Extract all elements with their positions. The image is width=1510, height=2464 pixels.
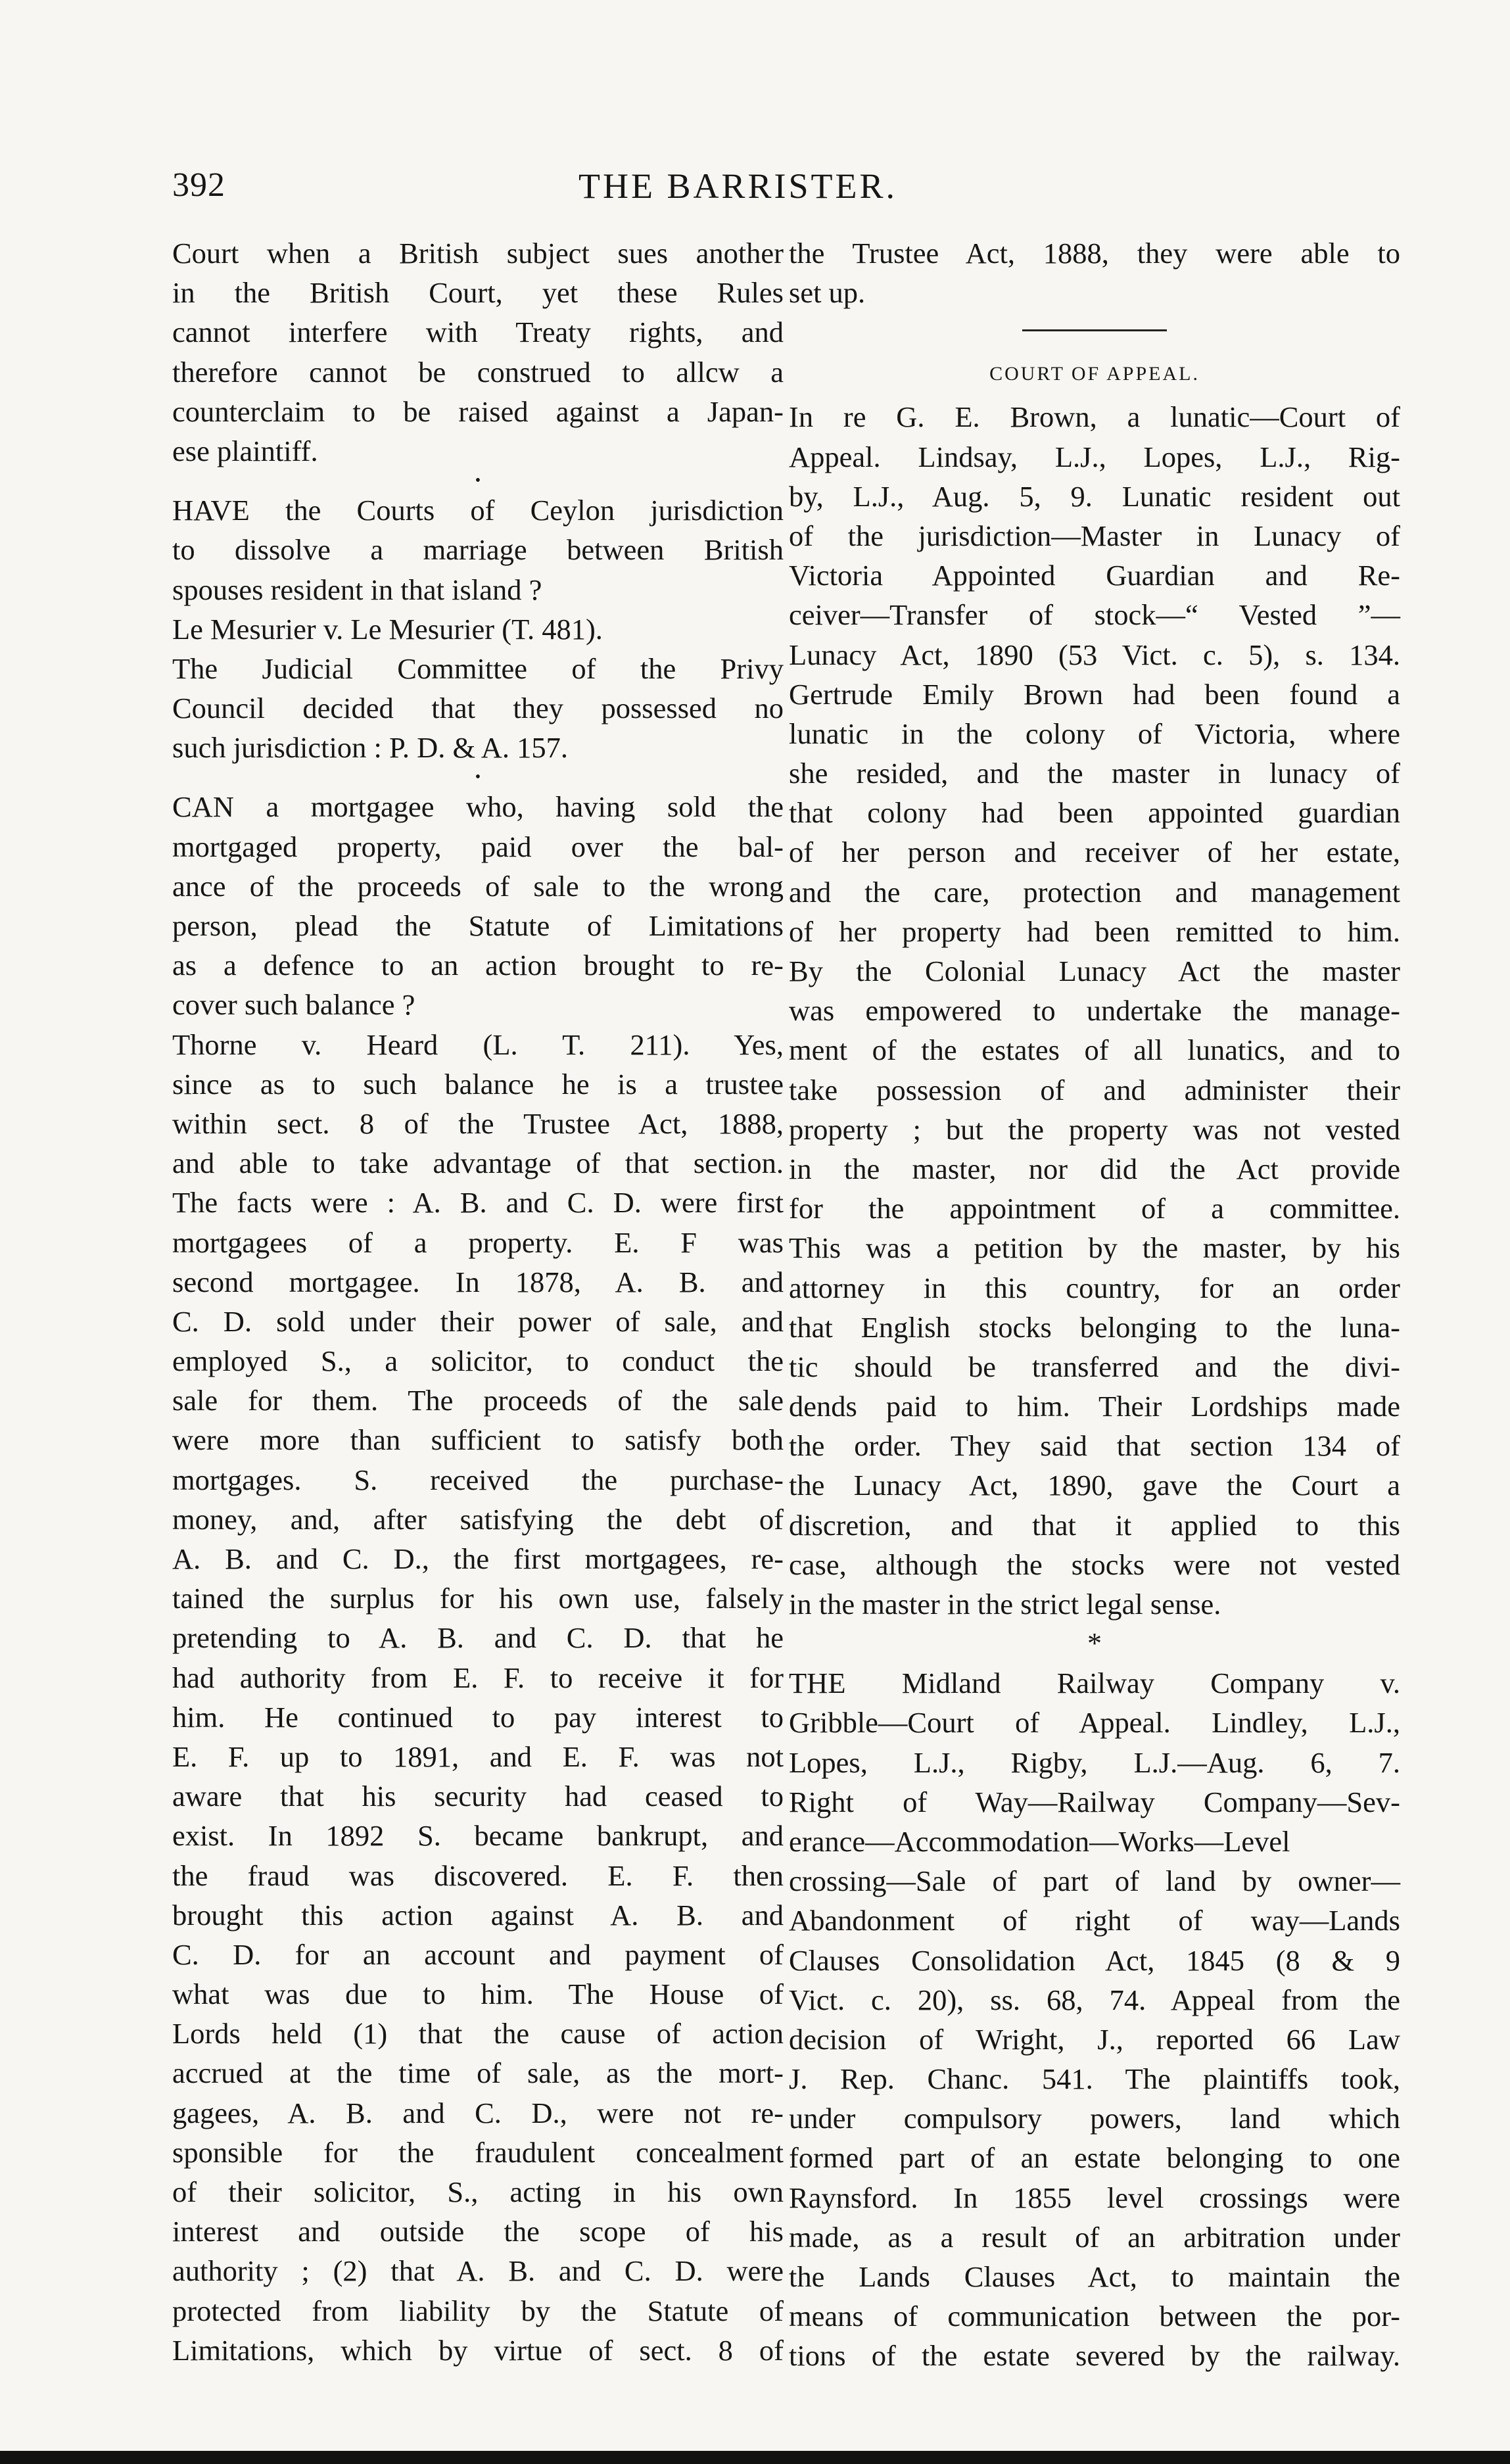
text-line: money, and, after satisfying the debt of [172,1502,784,1536]
section-separator-dot: • [475,472,481,490]
text-line: decision of Wright, J., reported 66 Law [789,2022,1400,2056]
text-line: The facts were : A. B. and C. D. were first [172,1186,784,1220]
text-line: CAN a mortgagee who, having sold the [172,790,784,824]
text-line: in the British Court, yet these Rules [172,276,784,310]
text-line: Victoria Appointed Guardian and Re- [789,559,1400,592]
text-line: tic should be transferred and the divi- [789,1350,1400,1383]
text-line: of her person and receiver of her estate, [789,836,1400,869]
text-line: sale for them. The proceeds of the sale [172,1384,784,1417]
text-line: formed part of an estate belonging to one [789,2141,1400,2175]
text-line: The Judicial Committee of the Privy [172,652,784,685]
text-line: A. B. and C. D., the first mortgagees, re- [172,1542,784,1575]
text-line: made, as a result of an arbitration under [789,2220,1400,2254]
text-line: exist. In 1892 S. became bankrupt, and [172,1819,784,1853]
text-line: was empowered to undertake the manage- [789,994,1400,1028]
text-line: Gribble—Court of Appeal. Lindley, L.J., [789,1706,1400,1740]
text-line: Lords held (1) that the cause of action [172,2017,784,2050]
text-line: tained the surplus for his own use, falsely [172,1582,784,1615]
text-line: attorney in this country, for an order [789,1271,1400,1304]
text-line: ese plaintiff. [172,434,318,467]
text-line: that English stocks belonging to the luna- [789,1310,1400,1344]
text-line: what was due to him. The House of [172,1978,784,2011]
text-line: take possession of and administer their [789,1073,1400,1106]
text-line: Thorne v. Heard (L. T. 211). Yes, [172,1028,784,1061]
text-line: case, although the stocks were not vested [789,1548,1400,1581]
page-bottom-edge [0,2451,1510,2464]
text-line: cannot interfere with Treaty rights, and [172,316,784,349]
text-line: the order. They said that section 134 of [789,1429,1400,1463]
text-line: brought this action against A. B. and [172,1898,784,1931]
text-line: set up. [789,276,866,310]
text-line: mortgages. S. received the purchase- [172,1463,784,1496]
text-line: Clauses Consolidation Act, 1845 (8 & 9 [789,1943,1400,1977]
text-line: under compulsory powers, land which [789,2102,1400,2135]
text-line: were more than sufficient to satisfy both [172,1423,784,1457]
text-line: Gertrude Emily Brown had been found a [789,677,1400,711]
text-line: second mortgagee. In 1878, A. B. and [172,1265,784,1298]
text-line: such jurisdiction : P. D. & A. 157. [172,731,569,765]
text-line: Appeal. Lindsay, L.J., Lopes, L.J., Rig- [789,440,1400,473]
text-line: By the Colonial Lunacy Act the master [789,955,1400,987]
text-line: that colony had been appointed guardian [789,796,1400,830]
text-line: J. Rep. Chanc. 541. The plaintiffs took, [789,2062,1400,2096]
text-line: protected from liability by the Statute of [172,2294,784,2327]
text-line: of her property had been remitted to him. [789,914,1400,948]
text-line: ceiver—Transfer of stock—“ Vested ”— [789,598,1400,632]
text-line: Lunacy Act, 1890 (53 Vict. c. 5), s. 134. [789,638,1400,671]
text-line: as a defence to an action brought to re- [172,949,784,982]
text-line: spouses resident in that island ? [172,573,542,606]
text-line: of the jurisdiction—Master in Lunacy of [789,519,1400,552]
text-line: employed S., a solicitor, to conduct the [172,1344,784,1378]
text-line: mortgagees of a property. E. F was [172,1225,784,1259]
section-separator-dot: • [475,769,481,786]
text-line: within sect. 8 of the Trustee Act, 1888, [172,1106,784,1140]
text-line: Limitations, which by virtue of sect. 8 of [172,2333,784,2367]
text-line: him. He continued to pay interest to [172,1700,784,1734]
text-line: Council decided that they possessed no [172,692,784,725]
text-line: Vict. c. 20), ss. 68, 74. Appeal from the [789,1983,1400,2016]
section-rule [1022,329,1167,331]
text-line: person, plead the Statute of Limitations [172,909,784,942]
text-line: interest and outside the scope of his [172,2215,784,2248]
text-line: in the master in the strict legal sense. [789,1588,1221,1621]
text-line: and able to take advantage of that section. [172,1147,784,1180]
text-line: C. D. sold under their power of sale, and [172,1304,784,1338]
text-line: dends paid to him. Their Lordships made [789,1390,1400,1423]
running-head: THE BARRISTER. [578,166,898,206]
text-line: means of communication between the por- [789,2300,1400,2333]
text-line: crossing—Sale of part of land by owner— [789,1864,1400,1898]
text-line: she resided, and the master in lunacy of [789,757,1400,790]
text-line: Le Mesurier v. Le Mesurier (T. 481). [172,612,603,646]
text-line: HAVE the Courts of Ceylon jurisdiction [172,494,784,527]
text-line: E. F. up to 1891, and E. F. was not [172,1740,784,1773]
text-line: since as to such balance he is a trustee [172,1067,784,1101]
text-line: the fraud was discovered. E. F. then [172,1859,784,1892]
text-line: the Lands Clauses Act, to maintain the [789,2260,1400,2293]
text-line: to dissolve a marriage between British [172,533,784,567]
section-separator-asterisk: * [1087,1627,1102,1660]
text-line: property ; but the property was not vested [789,1112,1400,1146]
text-line: aware that his security had ceased to [172,1780,784,1813]
text-line: THE Midland Railway Company v. [789,1667,1400,1700]
right-column [789,233,1400,2376]
text-line: ment of the estates of all lunatics, and to [789,1033,1400,1067]
text-line: counterclaim to be raised against a Japan- [172,394,784,428]
text-line: of their solicitor, S., acting in his own [172,2175,784,2208]
text-line: therefore cannot be construed to allcw a [172,355,784,389]
text-line: the Trustee Act, 1888, they were able to [789,237,1400,270]
text-line: for the appointment of a committee. [789,1192,1400,1225]
text-line: discretion, and that it applied to this [789,1508,1400,1542]
text-line: sponsible for the fraudulent concealment [172,2135,784,2169]
section-heading: COURT OF APPEAL. [989,363,1200,385]
text-line: mortgaged property, paid over the bal- [172,830,784,863]
text-line: erance—Accommodation—Works—Level [789,1824,1290,1858]
text-line: Raynsford. In 1855 level crossings were [789,2181,1400,2214]
text-line: and the care, protection and management [789,875,1400,909]
text-line: gagees, A. B. and C. D., were not re- [172,2096,784,2129]
page-number: 392 [172,166,225,204]
text-line: ance of the proceeds of sale to the wrong [172,869,784,903]
text-line: Lopes, L.J., Rigby, L.J.—Aug. 6, 7. [789,1745,1400,1779]
text-line: Abandonment of right of way—Lands [789,1904,1400,1937]
text-line: This was a petition by the master, by his [789,1231,1400,1265]
text-line: pretending to A. B. and C. D. that he [172,1621,784,1655]
text-line: in the master, nor did the Act provide [789,1152,1400,1185]
text-line: Right of Way—Railway Company—Sev- [789,1785,1400,1818]
text-line: C. D. for an account and payment of [172,1937,784,1971]
text-line: had authority from E. F. to receive it for [172,1661,784,1694]
text-line: lunatic in the colony of Victoria, where [789,717,1400,750]
text-line: the Lunacy Act, 1890, gave the Court a [789,1469,1400,1502]
text-line: Court when a British subject sues another [172,237,784,270]
text-line: by, L.J., Aug. 5, 9. Lunatic resident out [789,479,1400,513]
text-line: accrued at the time of sale, as the mort- [172,2056,784,2090]
text-line: authority ; (2) that A. B. and C. D. were [172,2254,784,2288]
text-line: tions of the estate severed by the railway. [789,2339,1400,2373]
text-line: In re G. E. Brown, a lunatic—Court of [789,400,1400,434]
text-line: cover such balance ? [172,988,415,1022]
left-column [172,233,784,2370]
